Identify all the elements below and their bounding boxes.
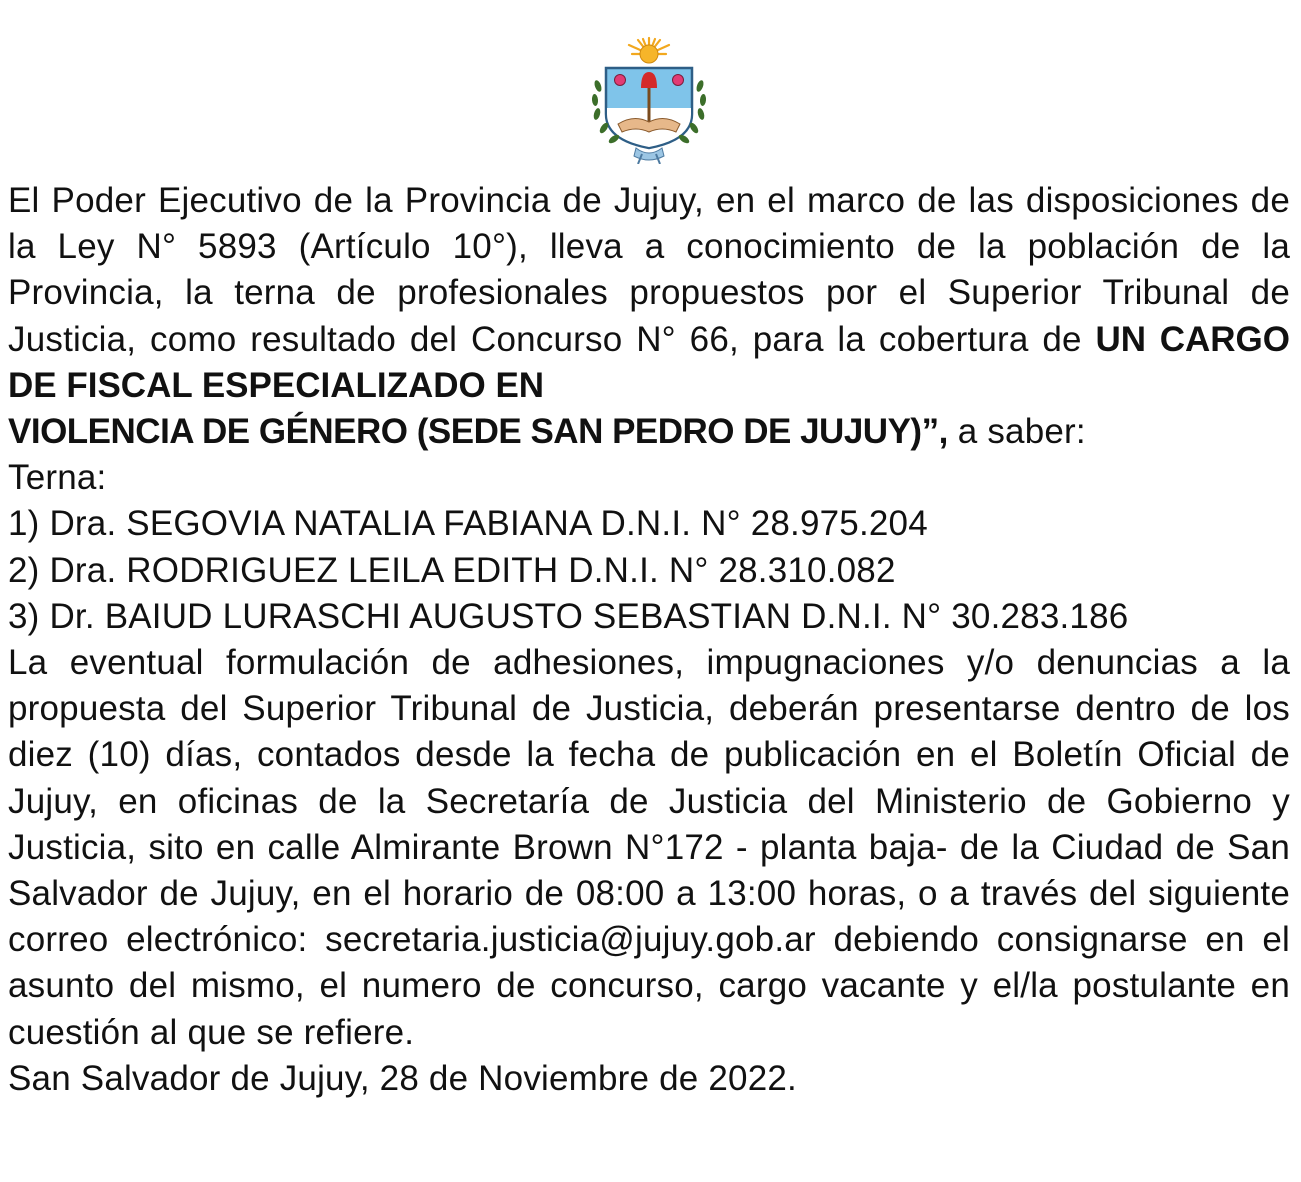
notice-document (8, 178, 1290, 1102)
position-title-line-2: VIOLENCIA DE GÉNERO (SEDE SAN PEDRO DE JUJUY)”, (8, 412, 948, 452)
candidate-item: 2) Dra. RODRIGUEZ LEILA EDITH D.N.I. N° 28.310.082 (8, 550, 896, 590)
position-title-line-1: UN CARGO DE FISCAL ESPECIALIZADO EN (8, 319, 1290, 405)
terna-label: Terna: (8, 458, 107, 498)
closing-date: San Salvador de Jujuy, 28 de Noviembre de 2022. (8, 1058, 797, 1098)
jujuy-coat-of-arms-icon (586, 36, 712, 164)
notice-paragraph: La eventual formulación de adhesiones, impugnaciones y/o denuncias a la propuesta del Superior Tribunal de Justicia, deberán presentarse dentro de los diez (10) días, contados desde la fecha de publicación en el Boletín Oficial de Jujuy, en oficinas de la Secretaría de Justicia del Ministerio de Gobierno y Justicia, sito en calle Almirante Brown N°172 - planta baja- de la Ciudad de San Salvador de Jujuy, en el horario de 08:00 a 13:00 horas, o a través del siguiente correo electrónico: secretaria.justicia@jujuy.gob.ar debiendo consignarse en el asunto del mismo, el numero de concurso, cargo vacante y el/la postulante en cuestión al que se refiere. (8, 643, 1290, 1052)
intro-text: El Poder Ejecutivo de la Provincia de Jujuy, en el marco de las disposiciones de la Ley N° 5893 (Artículo 10°), lleva a conocimiento de la población de la Provincia, la terna de profesionales propuestos por el Superior Tribunal de Justicia, como resultado del Concurso N° 66, para la cobertura de (8, 181, 1290, 359)
intro-paragraph (8, 178, 1290, 455)
intro-continuation: a saber: (957, 412, 1086, 452)
candidate-item: 1) Dra. SEGOVIA NATALIA FABIANA D.N.I. N° 28.975.204 (8, 504, 928, 544)
candidate-item: 3) Dr. BAIUD LURASCHI AUGUSTO SEBASTIAN D.N.I. N° 30.283.186 (8, 596, 1129, 636)
